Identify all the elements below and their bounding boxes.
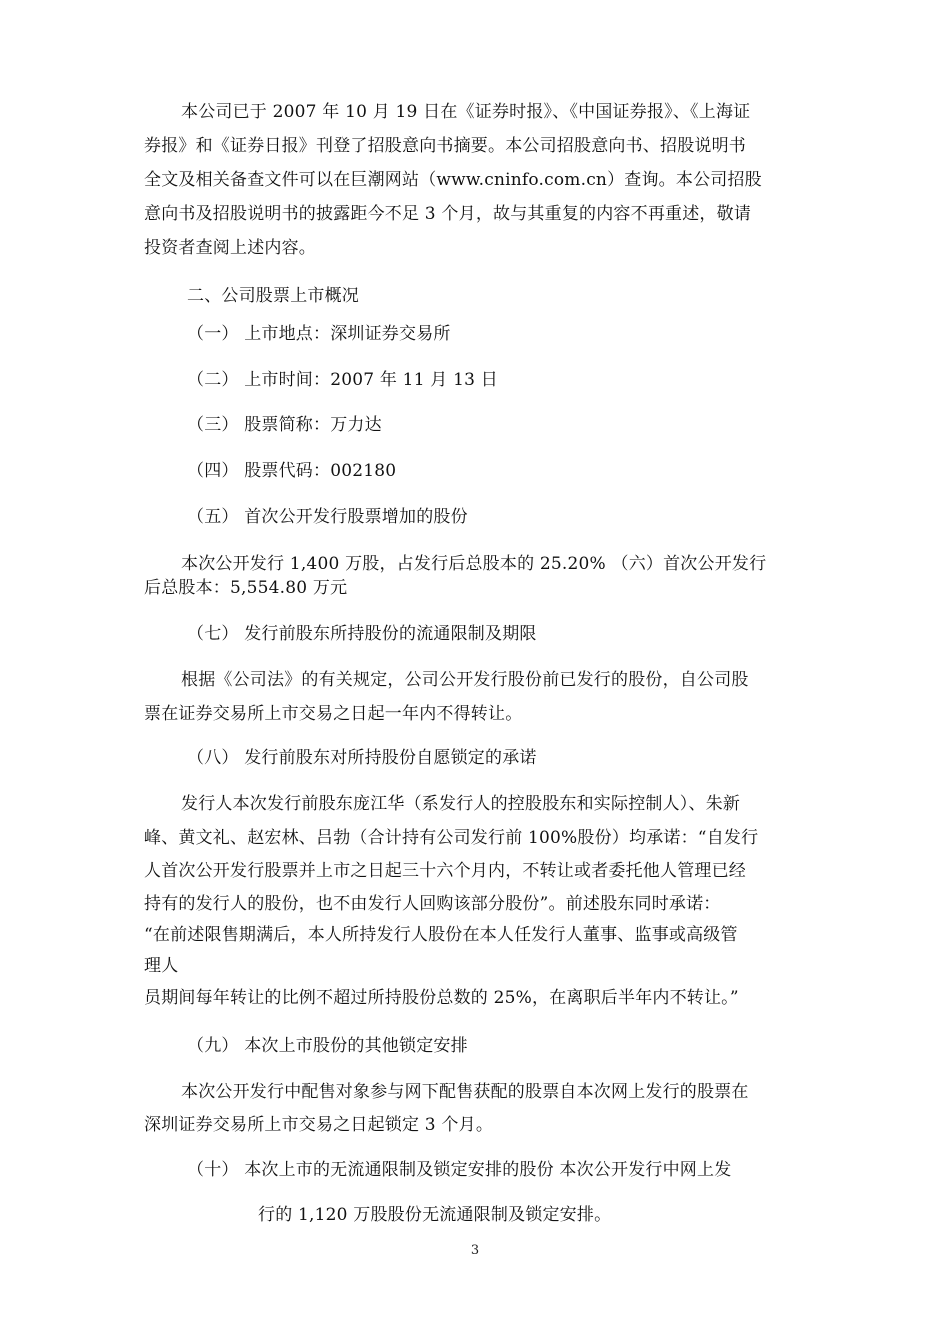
intro-line-5: 投资者查阅上述内容。 <box>144 238 316 258</box>
voluntary-lock-line-5: “在前述限售期满后，本人所持发行人股份在本人任发行人董事、监事或高级管 <box>144 925 738 945</box>
intro-line-1: 本公司已于 2007 年 10 月 19 日在《证券时报》、《中国证券报》、《上海证 <box>181 102 751 122</box>
item-stock-code: （四） 股票代码：002180 <box>187 461 397 481</box>
voluntary-lock-line-2: 峰、黄文礼、赵宏林、吕勃（合计持有公司发行前 100%股份）均承诺：“自发行 <box>144 828 759 848</box>
intro-line-3: 全文及相关备查文件可以在巨潮网站（www.cninfo.com.cn）查询。本公司招股 <box>144 170 762 190</box>
voluntary-lock-line-3: 人首次公开发行股票并上市之日起三十六个月内，不转让或者委托他人管理已经 <box>144 861 746 881</box>
item-new-shares: （五） 首次公开发行股票增加的股份 <box>187 507 468 527</box>
new-shares-line-2: 后总股本：5,554.80 万元 <box>144 578 348 598</box>
item-unrestricted-heading: （十） 本次上市的无流通限制及锁定安排的股份 本次公开发行中网上发 <box>187 1160 732 1180</box>
item-listing-date: （二） 上市时间：2007 年 11 月 13 日 <box>187 370 498 390</box>
voluntary-lock-line-6: 理人 <box>144 956 179 976</box>
other-lock-line-1: 本次公开发行中配售对象参与网下配售获配的股票自本次网上发行的股票在 <box>181 1082 749 1102</box>
intro-line-4: 意向书及招股说明书的披露距今不足 3 个月，故与其重复的内容不再重述，敬请 <box>144 204 752 224</box>
item-voluntary-lock-heading: （八） 发行前股东对所持股份自愿锁定的承诺 <box>187 748 537 768</box>
item-listing-venue: （一） 上市地点：深圳证券交易所 <box>187 324 451 344</box>
other-lock-line-2: 深圳证券交易所上市交易之日起锁定 3 个月。 <box>144 1115 494 1135</box>
intro-line-2: 券报》和《证券日报》刊登了招股意向书摘要。本公司招股意向书、招股说明书 <box>144 136 746 156</box>
section-title: 二、公司股票上市概况 <box>187 286 359 306</box>
item-lockup-heading: （七） 发行前股东所持股份的流通限制及期限 <box>187 624 537 644</box>
voluntary-lock-line-7: 员期间每年转让的比例不超过所持股份总数的 25%，在离职后半年内不转让。” <box>144 988 739 1008</box>
voluntary-lock-line-1: 发行人本次发行前股东庞江华（系发行人的控股股东和实际控制人）、朱新 <box>181 794 741 814</box>
unrestricted-line: 行的 1,120 万股股份无流通限制及锁定安排。 <box>258 1205 612 1225</box>
page-number: 3 <box>470 1243 480 1258</box>
voluntary-lock-line-4: 持有的发行人的股份，也不由发行人回购该部分股份”。前述股东同时承诺： <box>144 894 721 914</box>
item-stock-name: （三） 股票简称：万力达 <box>187 415 382 435</box>
new-shares-line-1: 本次公开发行 1,400 万股，占发行后总股本的 25.20% （六）首次公开发行 <box>181 554 767 574</box>
item-other-lock-heading: （九） 本次上市股份的其他锁定安排 <box>187 1036 468 1056</box>
lockup-line-2: 票在证券交易所上市交易之日起一年内不得转让。 <box>144 704 523 724</box>
lockup-line-1: 根据《公司法》的有关规定，公司公开发行股份前已发行的股份，自公司股 <box>181 670 749 690</box>
